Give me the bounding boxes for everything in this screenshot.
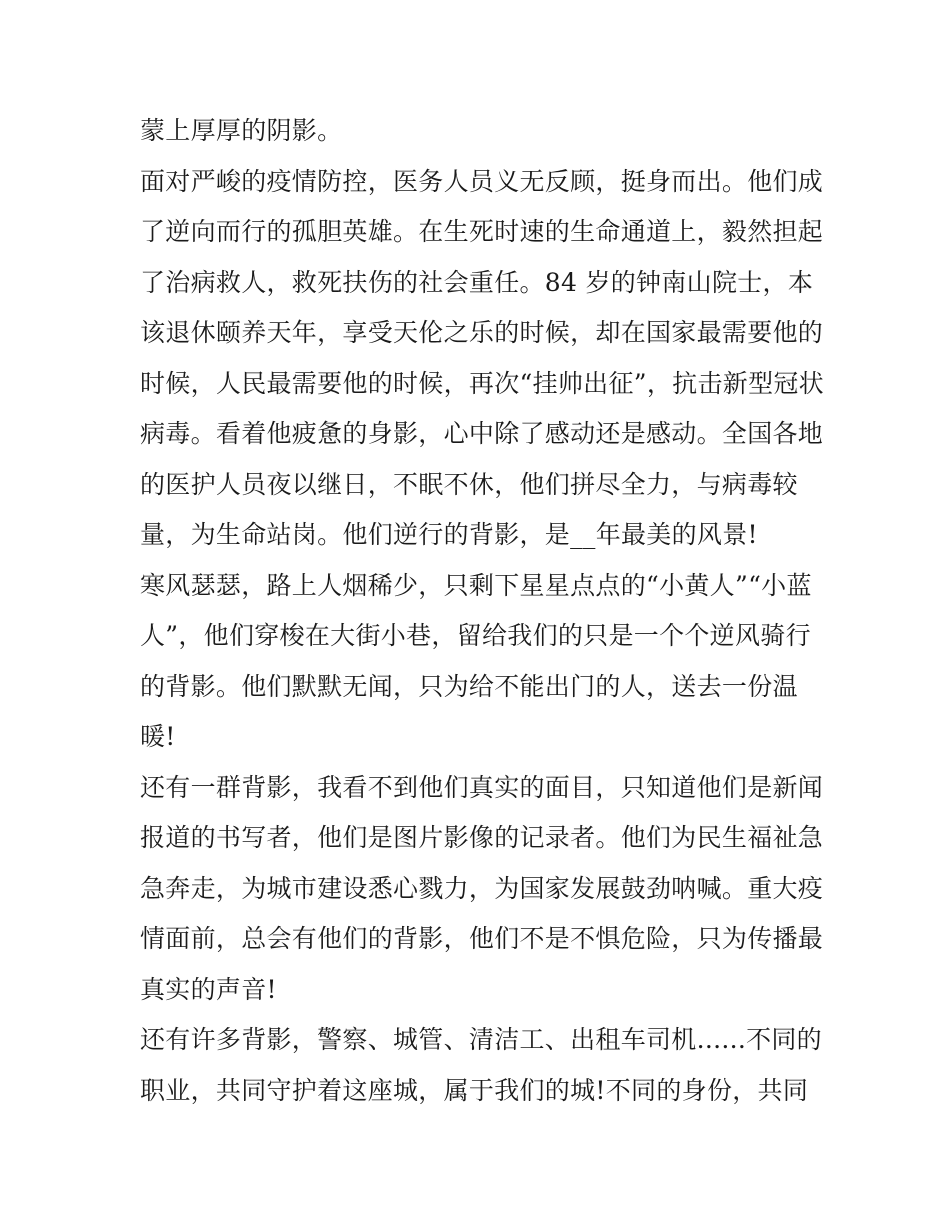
text-line: 急奔走，为城市建设悉心戮力，为国家发展鼓劲呐喊。重大疫 xyxy=(140,873,824,903)
text-line: 了逆向而行的孤胆英雄。在生死时速的生命通道上，毅然担起 xyxy=(140,217,824,246)
text-line: 还有一群背影，我看不到他们真实的面目，只知道他们是新闻 xyxy=(140,772,824,802)
text-line: 暖! xyxy=(140,722,176,751)
text-line: 了治病救人，救死扶伤的社会重任。84 岁的钟南山院士，本 xyxy=(140,267,814,297)
text-line: 蒙上厚厚的阴影。 xyxy=(140,116,343,145)
text-line: 面对严峻的疫情防控，医务人员义无反顾，挺身而出。他们成 xyxy=(140,166,824,196)
text-line: 的医护人员夜以继日，不眠不休，他们拼尽全力，与病毒较 xyxy=(140,469,798,499)
text-line: 病毒。看着他疲惫的身影，心中除了感动还是感动。全国各地 xyxy=(140,419,824,448)
text-line: 情面前，总会有他们的背影，他们不是不惧危险，只为传播最 xyxy=(140,924,824,953)
text-line: 寒风瑟瑟，路上人烟稀少，只剩下星星点点的“小黄人”“小蓝 xyxy=(140,570,812,600)
document-body xyxy=(140,106,824,1116)
text-line: 量，为生命站岗。他们逆行的背影，是__年最美的风景! xyxy=(140,520,758,549)
text-line: 人”，他们穿梭在大街小巷，留给我们的只是一个个逆风骑行 xyxy=(140,621,811,650)
text-line: 职业，共同守护着这座城，属于我们的城!不同的身份，共同 xyxy=(140,1075,809,1105)
text-line: 还有许多背影，警察、城管、清洁工、出租车司机......不同的 xyxy=(140,1025,822,1054)
text-line: 报道的书写者，他们是图片影像的记录者。他们为民生福祉急 xyxy=(140,823,824,852)
text-line: 时候，人民最需要他的时候，再次“挂帅出征”，抗击新型冠状 xyxy=(140,368,824,398)
text-line: 的背影。他们默默无闻，只为给不能出门的人，送去一份温 xyxy=(140,671,798,701)
text-line: 该退休颐养天年，享受天伦之乐的时候，却在国家最需要他的 xyxy=(140,318,824,347)
text-line: 真实的声音! xyxy=(140,974,277,1004)
